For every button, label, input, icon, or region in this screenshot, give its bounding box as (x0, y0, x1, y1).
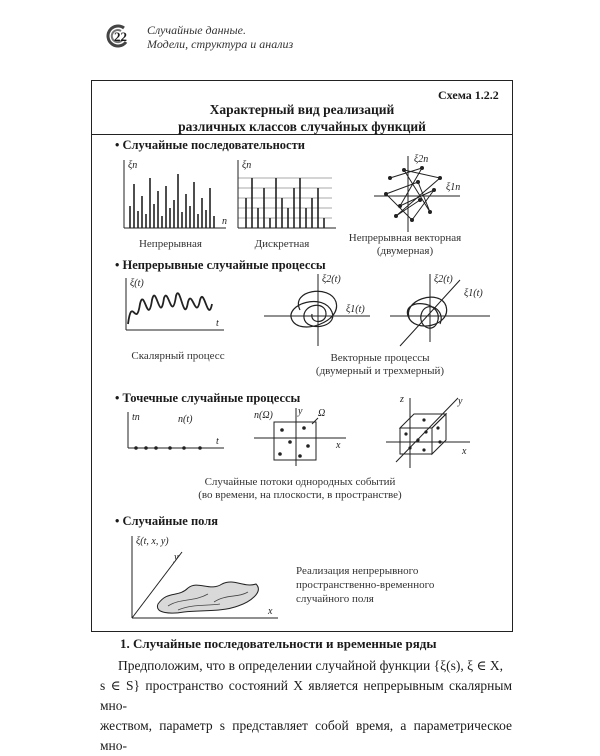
caption-vector-sequence-line2: (двумерная) (376, 245, 434, 257)
axis-label-t: t (216, 318, 219, 329)
axis-label-xi-1n: ξ1n (446, 182, 461, 193)
axis-label-xi-t: ξ(t) (130, 278, 144, 289)
space-point-process-plot (380, 392, 490, 472)
section-fields-heading: • Случайные поля (115, 514, 219, 528)
caption-vector-processes-line1: Векторные процессы (330, 352, 430, 364)
vector-sequence-plot (360, 150, 470, 235)
running-header-line1: Случайные данные. (147, 23, 246, 37)
field-note-line2: пространственно-временного (296, 579, 435, 591)
plane-point-process-plot (250, 404, 360, 470)
paragraph-line3: жеством, параметр s представляет собой время, а параметрическое мно- (100, 718, 512, 753)
axis-label-x-field: x (268, 606, 273, 617)
caption-point-processes-line2: (во времени, на плоскости, в пространстве) (198, 489, 402, 501)
caption-vector-processes (300, 352, 460, 378)
axis-label-xi2-t: ξ2(t) (322, 274, 341, 285)
axis-label-y-space: y (458, 396, 463, 407)
axis-label-n-omega: n(Ω) (254, 410, 273, 421)
caption-vector-sequence (340, 232, 470, 258)
paragraph-line2: s ∈ S} пространство состояний X является непрерывным скалярным мно- (100, 678, 512, 713)
section-processes-heading: • Непрерывные случайные процессы (115, 258, 326, 272)
axis-label-xi2-t-3d: ξ2(t) (434, 274, 453, 285)
caption-scalar-process: Скалярный процесс (131, 350, 225, 362)
axis-label-n-t: n(t) (178, 414, 193, 425)
running-header (147, 23, 293, 51)
caption-vector-sequence-line1: Непрерывная векторная (348, 232, 462, 244)
field-note (296, 564, 434, 606)
subsection-heading: 1. Случайные последовательности и временные ряды (120, 636, 437, 651)
axis-label-n: n (222, 216, 227, 227)
page-number: 22 (114, 29, 127, 44)
time-point-process-plot (120, 408, 230, 458)
scheme-title-line2: различных классов случайных функций (178, 119, 426, 134)
section-point-heading: • Точечные случайные процессы (115, 391, 301, 405)
axis-label-t-n: tn (132, 412, 140, 423)
axis-label-x-space: x (462, 446, 467, 457)
discrete-bars (246, 178, 324, 228)
caption-vector-processes-line2: (двумерный и трехмерный) (315, 365, 445, 377)
scheme-title-line1: Характерный вид реализаций (209, 102, 395, 117)
vector-process-2d-plot (260, 270, 380, 350)
axis-label-t-points: t (216, 436, 219, 447)
caption-discrete-sequence: Дискретная (254, 238, 310, 250)
continuous-sequence-plot (118, 156, 238, 236)
axis-label-xi1-t-3d: ξ1(t) (464, 288, 483, 299)
axis-label-z: z (400, 394, 404, 405)
running-header-line2: Модели, структура и анализ (147, 37, 294, 51)
axis-label-xi-2n: ξ2n (414, 154, 429, 165)
caption-point-processes (160, 476, 440, 502)
field-note-line3: случайного поля (296, 593, 374, 605)
paragraph-line1: Предположим, что в определении случайной функции {ξ(s), ξ ∈ X, (118, 658, 503, 673)
scheme-label: Схема 1.2.2 (438, 88, 499, 102)
axis-label-xi-n-discrete: ξn (242, 160, 252, 171)
axis-label-x: x (336, 440, 341, 451)
axis-label-xi-n: ξn (128, 160, 138, 171)
discrete-sequence-plot (232, 156, 342, 236)
axis-label-xi1-t: ξ1(t) (346, 304, 365, 315)
scalar-process-plot (120, 274, 230, 340)
axis-label-y: y (298, 406, 303, 417)
axis-label-y-field: y (174, 552, 179, 563)
scheme-title (92, 101, 512, 135)
sequence-bars (130, 174, 214, 228)
random-field-plot (118, 532, 286, 622)
section-sequences-heading: • Случайные последовательности (115, 138, 305, 152)
plane-points (278, 426, 310, 458)
title-divider (92, 134, 512, 135)
field-note-line1: Реализация непрерывного (296, 565, 419, 577)
caption-point-processes-line1: Случайные потоки однородных событий (204, 476, 396, 488)
axis-label-xi-txy: ξ(t, x, y) (136, 536, 169, 547)
axis-label-omega: Ω (318, 408, 326, 419)
body-paragraph (100, 656, 512, 756)
caption-continuous-sequence: Непрерывная (138, 238, 202, 250)
vector-process-3d-plot (380, 270, 500, 350)
